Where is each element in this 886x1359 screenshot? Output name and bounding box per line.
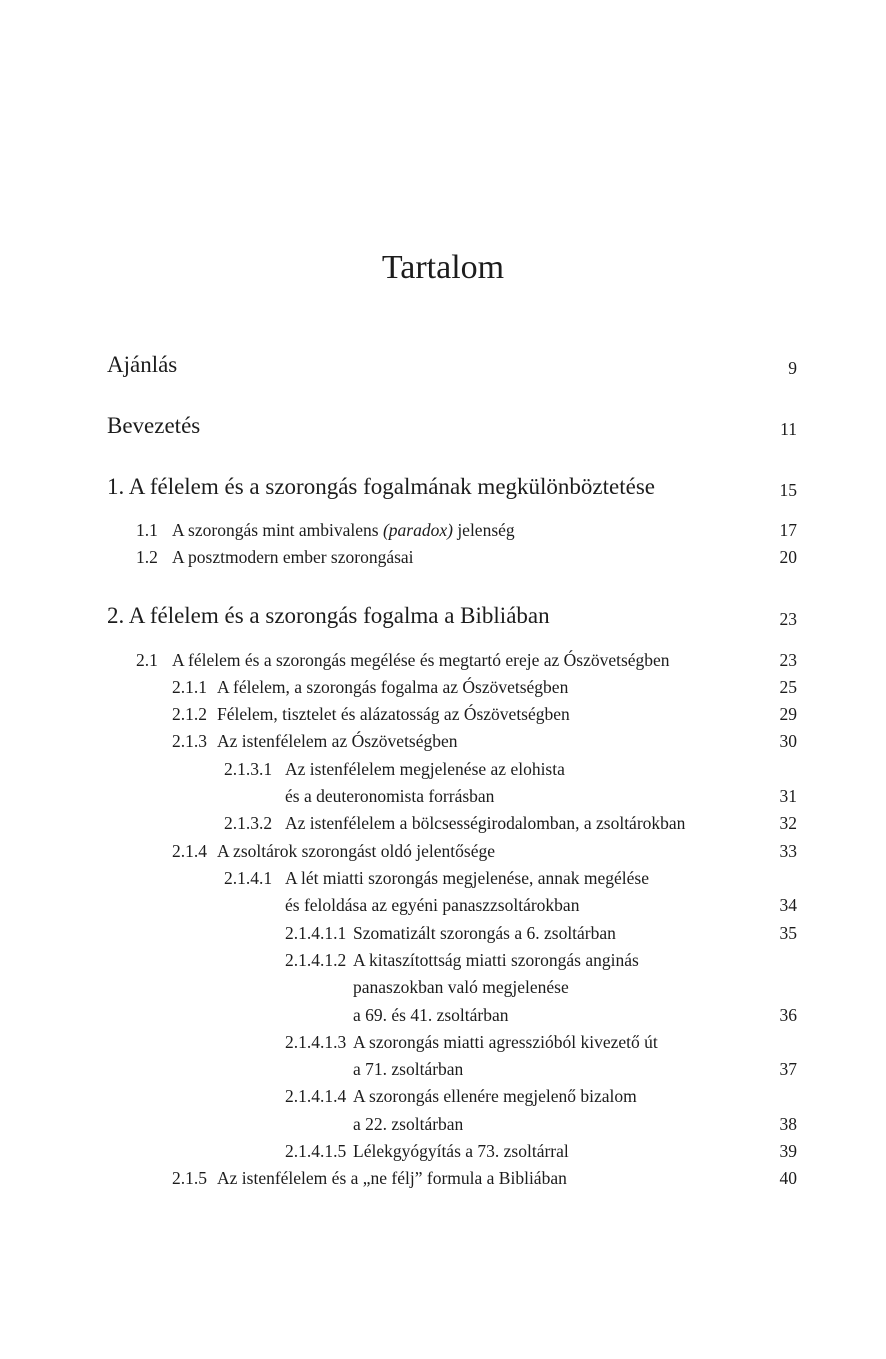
toc-entry-number: 2.1.5 bbox=[172, 1168, 207, 1188]
toc-entry[interactable] bbox=[0, 948, 886, 972]
toc-entry-continuation[interactable] bbox=[0, 1057, 886, 1081]
toc-entry-page: 23 bbox=[779, 609, 797, 629]
toc-entry-page: 40 bbox=[779, 1168, 797, 1188]
toc-entry-title: Az istenfélelem és a „ne félj” formula a Bibliában bbox=[217, 1168, 567, 1188]
toc-entry-number: 2.1.4 bbox=[172, 841, 207, 861]
toc-entry-continuation[interactable] bbox=[0, 1112, 886, 1136]
toc-entry-title: Bevezetés bbox=[107, 413, 201, 438]
toc-entry-italic: (paradox) bbox=[382, 520, 453, 540]
toc-entry-title: A lét miatti szorongás megjelenése, annak megélése bbox=[285, 868, 649, 888]
toc-entry-title: A szorongás ellenére megjelenő bizalom bbox=[353, 1086, 637, 1106]
toc-entry-number: 2.1.2 bbox=[172, 704, 207, 724]
toc-entry[interactable] bbox=[0, 518, 886, 542]
toc-entry-number: 2.1.1 bbox=[172, 677, 207, 697]
toc-entry-page: 20 bbox=[779, 547, 797, 567]
toc-entry-page: 38 bbox=[779, 1114, 797, 1134]
toc-entry[interactable] bbox=[0, 648, 886, 672]
toc-entry-title: Ajánlás bbox=[107, 352, 178, 377]
toc-entry-number: 1.2 bbox=[136, 547, 158, 567]
toc-entry-page: 31 bbox=[779, 786, 797, 806]
toc-entry-page: 37 bbox=[779, 1059, 797, 1079]
toc-entry[interactable] bbox=[0, 1030, 886, 1054]
toc-entry-title: A félelem, a szorongás fogalma az Ószövetségben bbox=[217, 677, 569, 697]
toc-entry-number: 2.1.4.1 bbox=[224, 868, 273, 888]
toc-entry-page: 9 bbox=[788, 358, 797, 378]
toc-entry-title: panaszokban való megjelenése bbox=[353, 977, 569, 997]
toc-entry-number: 2.1.4.1.5 bbox=[285, 1141, 347, 1161]
toc-entry[interactable] bbox=[0, 601, 886, 631]
toc-entry-page: 15 bbox=[779, 480, 797, 500]
toc-entry-continuation[interactable] bbox=[0, 784, 886, 808]
toc-entry-title: és a deuteronomista forrásban bbox=[285, 786, 495, 806]
toc-entry-title: Félelem, tisztelet és alázatosság az Ószövetségben bbox=[217, 704, 570, 724]
toc-entry-page: 34 bbox=[779, 895, 797, 915]
toc-entry-continuation[interactable] bbox=[0, 975, 886, 999]
toc-entry[interactable] bbox=[0, 675, 886, 699]
toc-entry[interactable] bbox=[0, 839, 886, 863]
toc-entry-continuation[interactable] bbox=[0, 893, 886, 917]
toc-entry[interactable] bbox=[0, 757, 886, 781]
toc-entry-title: Szomatizált szorongás a 6. zsoltárban bbox=[353, 923, 616, 943]
toc-entry-title: Az istenfélelem az Ószövetségben bbox=[217, 731, 458, 751]
toc-entry-title: Az istenfélelem megjelenése az elohista bbox=[285, 759, 565, 779]
toc-entry[interactable] bbox=[0, 411, 886, 441]
toc-entry[interactable] bbox=[0, 811, 886, 835]
toc-entry-title: A kitaszítottság miatti szorongás anginás bbox=[353, 950, 639, 970]
toc-entry-page: 11 bbox=[780, 419, 797, 439]
toc-entry-page: 32 bbox=[779, 813, 797, 833]
toc-entry-number: 2.1.4.1.2 bbox=[285, 950, 347, 970]
toc-entry-number: 2.1.4.1.3 bbox=[285, 1032, 347, 1052]
toc-entry-number: 2.1.3 bbox=[172, 731, 207, 751]
toc-entry-title: A félelem és a szorongás megélése és megtartó ereje az Ószövetségben bbox=[172, 650, 670, 670]
toc-entry-title: a 71. zsoltárban bbox=[353, 1059, 464, 1079]
toc-entry-title: A szorongás mint ambivalens (paradox) jelenség bbox=[172, 520, 515, 540]
toc-entry[interactable] bbox=[0, 702, 886, 726]
toc-entry-title: a 69. és 41. zsoltárban bbox=[353, 1005, 509, 1025]
toc-entry-page: 29 bbox=[779, 704, 797, 724]
toc-entry-number: 2.1 bbox=[136, 650, 158, 670]
toc-entry-page: 36 bbox=[779, 1005, 797, 1025]
toc-entry-title: A posztmodern ember szorongásai bbox=[172, 547, 414, 567]
toc-entry-page: 33 bbox=[779, 841, 797, 861]
toc-entry[interactable] bbox=[0, 350, 886, 380]
page-title: Tartalom bbox=[381, 249, 505, 286]
toc-entry[interactable] bbox=[0, 1139, 886, 1163]
toc-entry-title: Lélekgyógyítás a 73. zsoltárral bbox=[353, 1141, 569, 1161]
toc-entry-title: a 22. zsoltárban bbox=[353, 1114, 464, 1134]
toc-entry-continuation[interactable] bbox=[0, 1003, 886, 1027]
toc-entry-title: és feloldása az egyéni panaszzsoltárokban bbox=[285, 895, 580, 915]
toc-entry[interactable] bbox=[0, 1084, 886, 1108]
toc-entry-title: 1. A félelem és a szorongás fogalmának megkülönböztetése bbox=[107, 474, 655, 499]
toc-entry-number: 2.1.4.1.4 bbox=[285, 1086, 347, 1106]
toc-entry-title: A szorongás miatti agresszióból kivezető út bbox=[353, 1032, 658, 1052]
toc-entry-number: 2.1.4.1.1 bbox=[285, 923, 347, 943]
toc-entry-title: A zsoltárok szorongást oldó jelentősége bbox=[217, 841, 495, 861]
toc-entry[interactable] bbox=[0, 921, 886, 945]
toc-entry-number: 2.1.3.2 bbox=[224, 813, 273, 833]
toc-entry-number: 2.1.3.1 bbox=[224, 759, 273, 779]
toc-entry-number: 1.1 bbox=[136, 520, 158, 540]
toc-entry-title: 2. A félelem és a szorongás fogalma a Bibliában bbox=[107, 603, 550, 628]
toc-entry-page: 25 bbox=[779, 677, 797, 697]
toc-entry-title: Az istenfélelem a bölcsességirodalomban, a zsoltárokban bbox=[285, 813, 686, 833]
toc-entry[interactable] bbox=[0, 729, 886, 753]
toc-entry-page: 35 bbox=[779, 923, 797, 943]
toc-entry[interactable] bbox=[0, 545, 886, 569]
toc-entry-page: 39 bbox=[779, 1141, 797, 1161]
toc-entry-page: 17 bbox=[779, 520, 797, 540]
toc-entry[interactable] bbox=[0, 866, 886, 890]
toc-entry-page: 23 bbox=[779, 650, 797, 670]
toc-entry[interactable] bbox=[0, 472, 886, 502]
toc-entry[interactable] bbox=[0, 1166, 886, 1190]
toc-entry-page: 30 bbox=[779, 731, 797, 751]
